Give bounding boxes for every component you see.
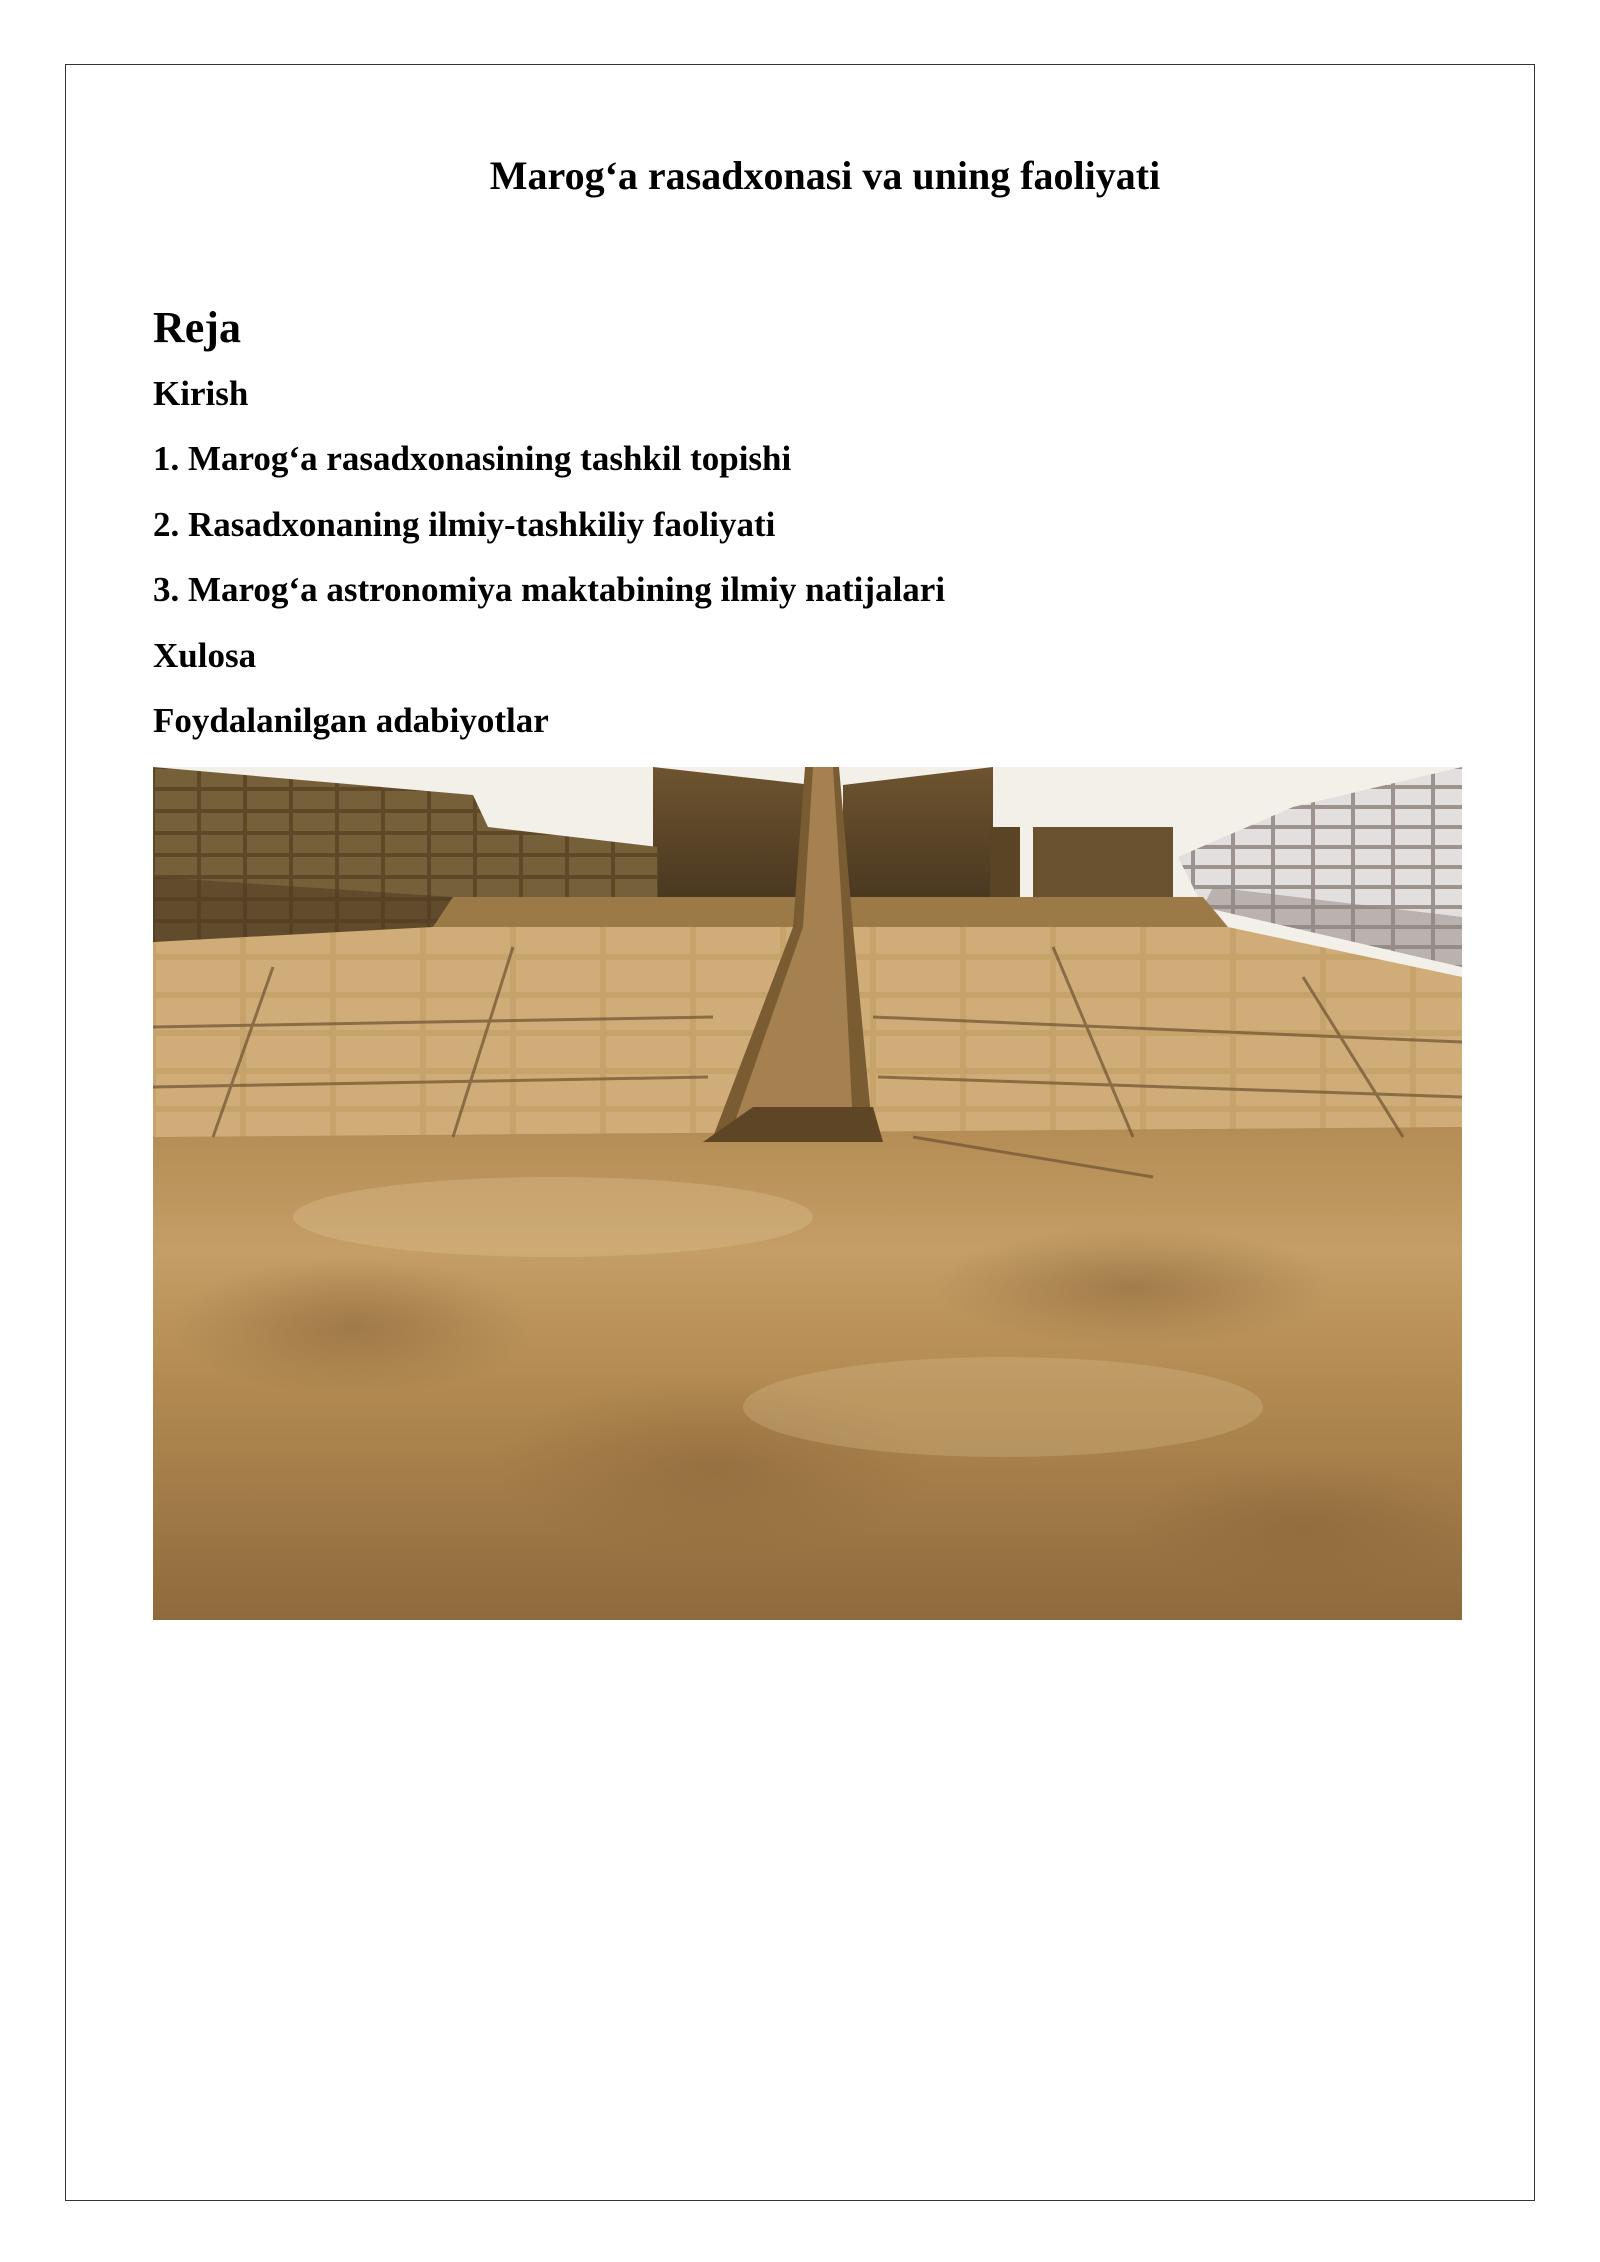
plan-list <box>153 373 945 765</box>
plan-item-introduction: Kirish <box>153 374 249 413</box>
plan-item-references: Foydalanilgan adabiyotlar <box>153 700 549 740</box>
document-title: Marog‘a rasadxonasi va uning faoliyati <box>489 153 1161 198</box>
plan-item-conclusion: Xulosa <box>153 635 257 675</box>
plan-item-chapter-2: 2. Rasadxonaning ilmiy-tashkiliy faoliyati <box>153 504 776 544</box>
plan-heading: Reja <box>153 303 241 352</box>
plan-item-chapter-3: 3. Marog‘a astronomiya maktabining ilmiy natijalari <box>153 570 946 610</box>
observatory-ruins-photo <box>153 767 1462 1620</box>
plan-item-chapter-1: 1. Marog‘a rasadxonasining tashkil topishi <box>153 439 792 479</box>
